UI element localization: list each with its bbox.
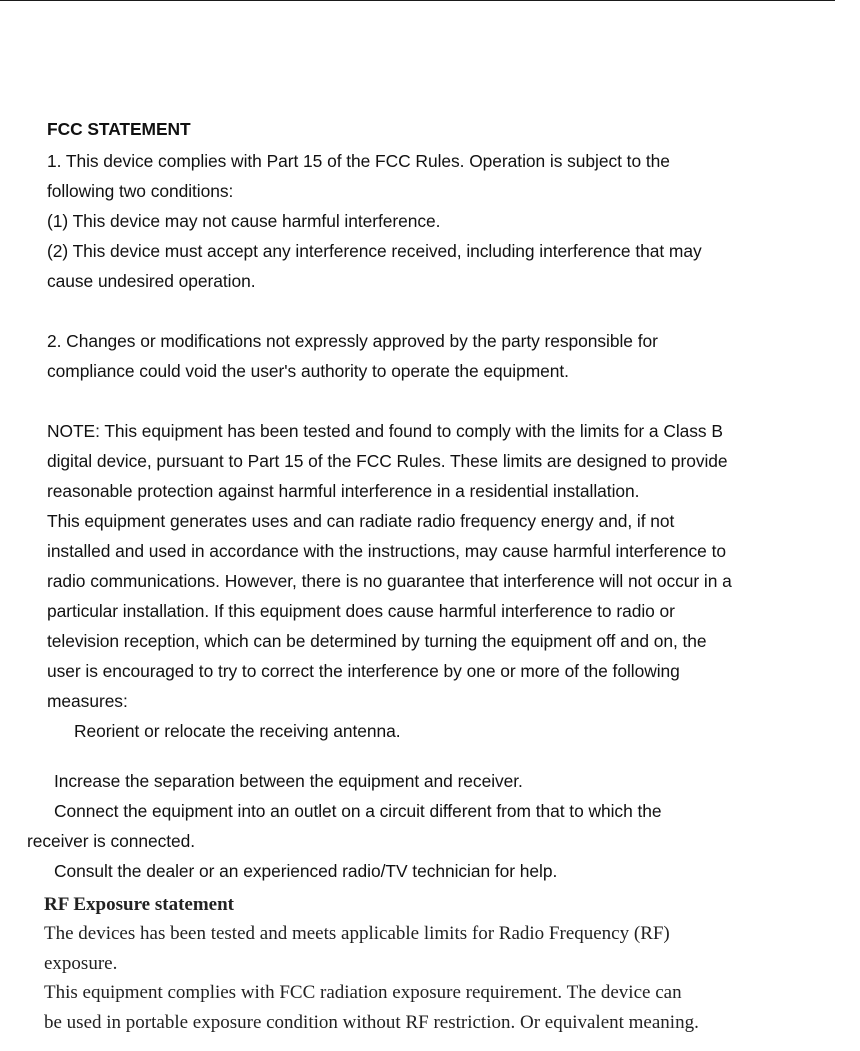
rf-line4: be used in portable exposure condition without RF restriction. Or equivalent meaning.	[44, 1011, 699, 1033]
fcc-heading: FCC STATEMENT	[47, 119, 191, 139]
condition-2-line2: cause undesired operation.	[47, 271, 256, 291]
note-line: digital device, pursuant to Part 15 of the FCC Rules. These limits are designed to provide	[47, 451, 728, 471]
note-line: measures:	[47, 691, 128, 711]
condition-2-line1: (2) This device must accept any interference received, including interference that may	[47, 241, 702, 261]
rf-exposure-section	[44, 891, 844, 1037]
top-rule	[0, 0, 835, 1]
fcc-statement-section	[27, 117, 847, 886]
measure-separation: Increase the separation between the equipment and receiver.	[54, 771, 523, 791]
note-line: television reception, which can be determined by turning the equipment off and on, the	[47, 631, 707, 651]
item2-line1: 2. Changes or modifications not expressly approved by the party responsible for	[47, 331, 658, 351]
rf-line1: The devices has been tested and meets applicable limits for Radio Frequency (RF)	[44, 923, 670, 944]
measure-outlet-line1: Connect the equipment into an outlet on a circuit different from that to which the	[54, 801, 662, 821]
paragraph-gap	[47, 386, 847, 416]
note-line: installed and used in accordance with the instructions, may cause harmful interference to	[47, 541, 726, 561]
rf-line3: This equipment complies with FCC radiation exposure requirement. The device can	[44, 982, 682, 1003]
note-line: particular installation. If this equipment does cause harmful interference to radio or	[47, 601, 675, 621]
measure-outlet-line2: receiver is connected.	[27, 831, 196, 851]
note-line: reasonable protection against harmful interference in a residential installation.	[47, 481, 640, 501]
measure-consult: Consult the dealer or an experienced radio/TV technician for help.	[54, 861, 558, 881]
rf-line2: exposure.	[44, 952, 118, 974]
note-line: user is encouraged to try to correct the interference by one or more of the following	[47, 661, 680, 681]
item1-line1: 1. This device complies with Part 15 of the FCC Rules. Operation is subject to the	[47, 151, 670, 171]
rf-heading: RF Exposure statement	[44, 894, 234, 915]
condition-1: (1) This device may not cause harmful interference.	[47, 211, 441, 231]
paragraph-gap	[47, 296, 847, 326]
item2-line2: compliance could void the user's authority to operate the equipment.	[47, 361, 569, 381]
note-line: radio communications. However, there is no guarantee that interference will not occur in a	[47, 571, 732, 591]
note-line: This equipment generates uses and can radiate radio frequency energy and, if not	[47, 511, 675, 531]
item1-line2: following two conditions:	[47, 181, 234, 201]
note-line: NOTE: This equipment has been tested and found to comply with the limits for a Class B	[47, 421, 723, 441]
measure-reorient: Reorient or relocate the receiving antenna.	[74, 721, 401, 741]
